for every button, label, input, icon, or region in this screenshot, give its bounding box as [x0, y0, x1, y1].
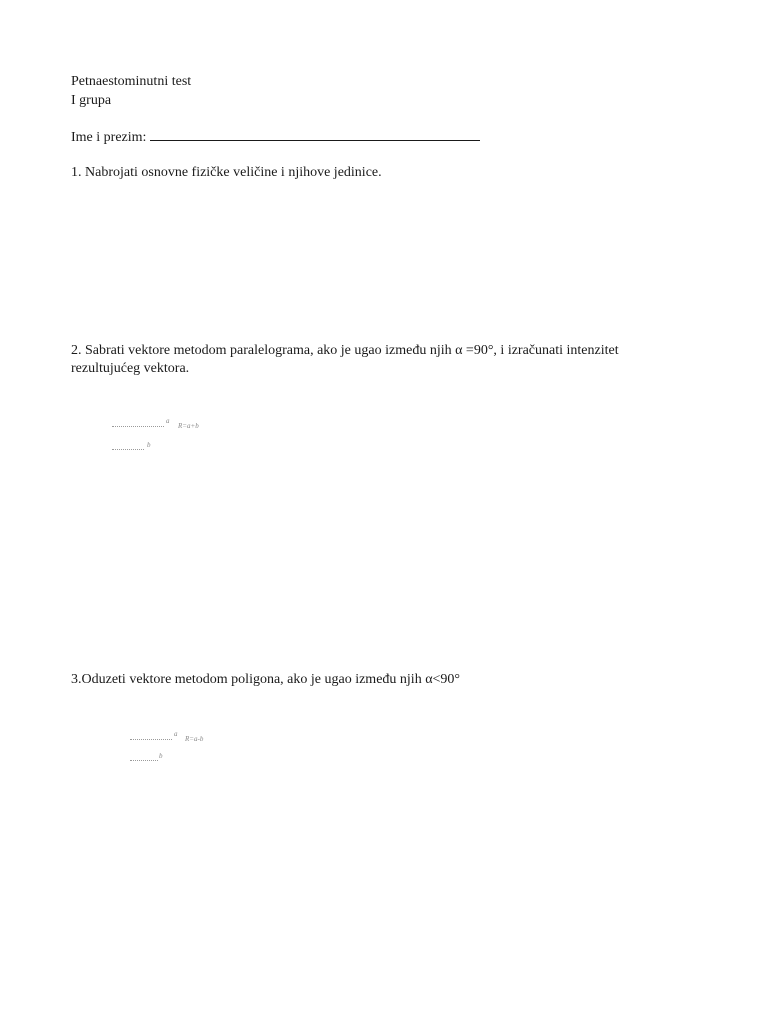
vector-a-label: a: [174, 730, 178, 738]
vector-a-label: a: [166, 417, 170, 425]
vector-a-line: [130, 739, 172, 740]
vector-a-line: [112, 426, 164, 427]
resultant-label: R=a+b: [178, 422, 199, 430]
vector-b-line: [130, 760, 158, 761]
resultant-label: R=a-b: [185, 735, 204, 743]
vector-diagram-1: [110, 415, 230, 460]
question-2: 2. Sabrati vektore metodom paralelograma, ako je ugao između njih α =90°, i izračunati intenzitet rezultujućeg vektora.: [71, 343, 619, 376]
group-label: I grupa: [71, 93, 112, 108]
vector-b-line: [112, 449, 144, 450]
vector-b-label: b: [147, 441, 151, 449]
name-field: [71, 127, 480, 147]
name-field-label: Ime i prezim:: [71, 130, 147, 145]
question-1: 1. Nabrojati osnovne fizičke veličine i njihove jedinice.: [71, 165, 382, 180]
name-blank-line[interactable]: [150, 127, 480, 141]
question-3: 3.Oduzeti vektore metodom poligona, ako je ugao između njih α<90°: [71, 672, 461, 687]
vector-b-label: b: [159, 752, 163, 760]
test-title: Petnaestominutni test: [71, 74, 192, 89]
vector-diagram-2: [128, 728, 248, 773]
